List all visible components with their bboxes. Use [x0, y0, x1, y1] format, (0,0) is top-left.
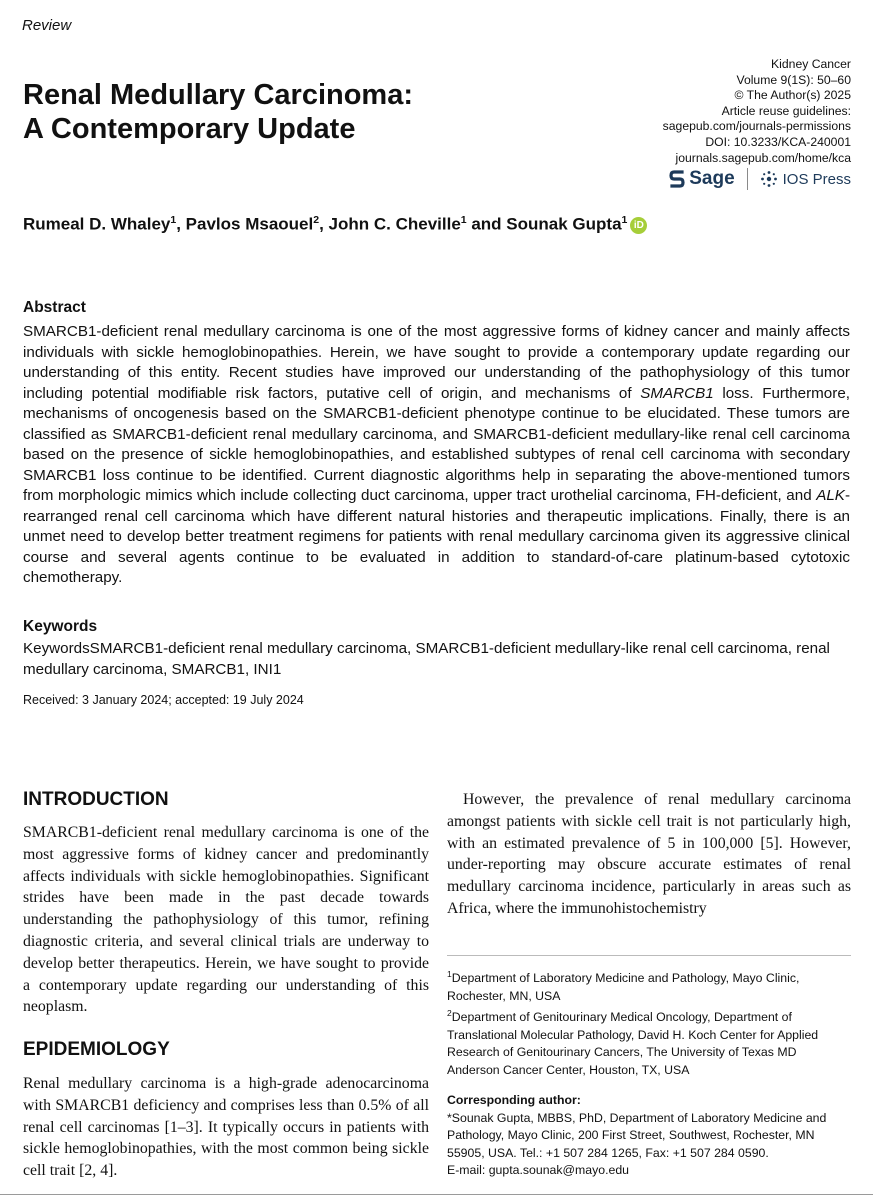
author-list	[23, 214, 647, 235]
introduction-heading: INTRODUCTION	[23, 789, 169, 810]
affiliation-1	[447, 966, 851, 1005]
affiliation-marker: 2	[447, 1008, 452, 1019]
keywords-text: KeywordsSMARCB1-deficient renal medullary carcinoma, SMARCB1-deficient medullary-like renal cell carcinoma, renal medullary carcinoma, SMARCB1, INI1	[23, 640, 830, 678]
affiliation-marker: 1	[447, 969, 452, 979]
author-separator: ,	[319, 214, 329, 234]
logo-divider	[747, 168, 748, 190]
email-link[interactable]: gupta.sounak@mayo.edu	[488, 1163, 630, 1178]
sage-logo-text: Sage	[689, 168, 735, 189]
journal-volume: Volume 9(1S): 50–60	[736, 72, 851, 87]
sage-logo	[669, 168, 734, 190]
abstract-text-part: -rearranged renal cell carcinoma which have different natural histories and therapeutic implications. Finally, there is an unmet need to develop better treatment regimens for patients with renal medullary carcinoma given its aggressive clinical course and several agents continue to be evaluated in addition to standard-of-care platinum-based cytotoxic chemotherapy.	[23, 487, 850, 586]
epidemiology-text: Renal medullary carcinoma is a high-grade adenocarcinoma with SMARCB1 deficiency and comprises less than 0.5% of all renal cell carcinomas [1–3]. It typically occurs in patients with sickle hemoglobinopathies, with the most common being sickle cell trait [2, 4].	[23, 1075, 429, 1180]
abstract-heading: Abstract	[23, 299, 86, 316]
author-name[interactable]: John C. Cheville	[328, 214, 461, 234]
article-type-label: Review	[22, 17, 72, 34]
ios-press-dots-icon	[760, 170, 778, 188]
reuse-link[interactable]: sagepub.com/journals-permissions	[662, 119, 851, 134]
journal-info	[551, 57, 851, 166]
epidemiology-continued-text: However, the prevalence of renal medullary carcinoma amongst patients with sickle cell trait is not particularly high, with an estimated prevalence of 5 in 100,000 [5]. However, under-reporting may obscure accurate estimates of renal medullary carcinoma incidence, particularly in areas such as Africa, where the immunohistochemistry	[447, 791, 851, 917]
ios-press-logo-text: IOS Press	[782, 170, 851, 188]
affiliation-text: Department of Laboratory Medicine and Pathology, Mayo Clinic, Rochester, MN, USA	[447, 971, 800, 1003]
author-affiliation-marker: 1	[460, 214, 467, 226]
affiliation-2	[447, 1005, 851, 1079]
abstract-text-part: loss. Furthermore, mechanisms of oncogenesis based on the SMARCB1-deficient phenotype continue to be elucidated. These tumors are classified as SMARCB1-deficient renal medullary carcinoma, and SMARCB1-deficient medullary-like renal cell carcinoma based on the presence of sickle hemoglobinopathies, and established subtypes of renal cell carcinoma with secondary SMARCB1 loss continue to be identified. Current diagnostic algorithms help in separating the above-mentioned tumors from morphologic mimics which include collecting duct carcinoma, upper tract urothelial carcinoma, FH-deficient, and	[23, 384, 850, 504]
author-name[interactable]: Sounak Gupta	[506, 214, 622, 234]
sage-s-icon	[669, 169, 685, 189]
epidemiology-heading: EPIDEMIOLOGY	[23, 1039, 170, 1060]
author-affiliation-marker: 1	[170, 214, 177, 226]
ios-press-logo	[760, 170, 851, 188]
author-separator: ,	[176, 214, 186, 234]
received-accepted-dates: Received: 3 January 2024; accepted: 19 July 2024	[23, 693, 304, 707]
corresponding-author-heading: Corresponding author:	[447, 1093, 581, 1108]
corresponding-author-email	[447, 1162, 851, 1180]
author-separator: and	[466, 214, 507, 234]
author-name[interactable]: Rumeal D. Whaley	[23, 214, 171, 234]
article-title	[23, 78, 413, 146]
orcid-icon[interactable]: iD	[630, 217, 647, 234]
abstract-text	[23, 322, 850, 589]
journal-home-link[interactable]: journals.sagepub.com/home/kca	[675, 150, 851, 165]
abstract-gene-name: SMARCB1	[640, 384, 714, 402]
abstract-gene-name: ALK	[816, 487, 845, 504]
email-label: E-mail:	[447, 1163, 489, 1178]
doi-link[interactable]: DOI: 10.3233/KCA-240001	[705, 134, 851, 149]
keywords-heading: Keywords	[23, 618, 98, 635]
reuse-label: Article reuse guidelines:	[721, 103, 851, 118]
footnote-divider	[447, 955, 851, 956]
author-name[interactable]: Pavlos Msaouel	[185, 214, 314, 234]
introduction-text: SMARCB1-deficient renal medullary carcinoma is one of the most aggressive forms of kidney cancer and predominantly affects individuals with sickle hemoglobinopathies. Significant strides have been made in the past decade towards understanding the pathophysiology of this tumor, refining diagnostic criteria, and several clinical trials are underway to develop better therapeutics. Herein, we have sought to provide a contemporary update regarding our understanding of this neoplasm.	[23, 824, 429, 1016]
publisher-logos	[669, 168, 851, 190]
author-affiliation-marker: 1	[621, 214, 628, 226]
affiliation-text: Department of Genitourinary Medical Oncology, Department of Translational Molecular Pathology, David H. Koch Center for Applied Research of Genitourinary Cancers, The University of Texas MD Anderson Cancer Center, Houston, TX, USA	[447, 1010, 819, 1077]
journal-name: Kidney Cancer	[771, 57, 851, 71]
abstract-text-part: SMARCB1-deficient renal medullary carcinoma is one of the most aggressive forms of kidney cancer and mainly affects individuals with sickle hemoglobinopathies. Herein, we have sought to provide a contemporary update regarding our understanding of this entity. Recent studies have improved our understanding of the pathophysiology of this tumor including potential modifiable risk factors, putative cell of origin, and mechanisms of	[23, 323, 850, 402]
article-title-line-2: A Contemporary Update	[23, 113, 356, 145]
journal-copyright: © The Author(s) 2025	[734, 88, 851, 103]
corresponding-author-details: *Sounak Gupta, MBBS, PhD, Department of Laboratory Medicine and Pathology, Mayo Clinic, 200 First Street, Southwest, Rochester, MN 55905, USA. Tel.: +1 507 284 1265, Fax: +1 507 284 0590.	[447, 1110, 827, 1160]
page-bottom-rule	[0, 1194, 873, 1195]
author-affiliation-marker: 2	[313, 214, 320, 226]
footnotes	[447, 966, 851, 1180]
article-title-line-1: Renal Medullary Carcinoma:	[23, 79, 413, 111]
